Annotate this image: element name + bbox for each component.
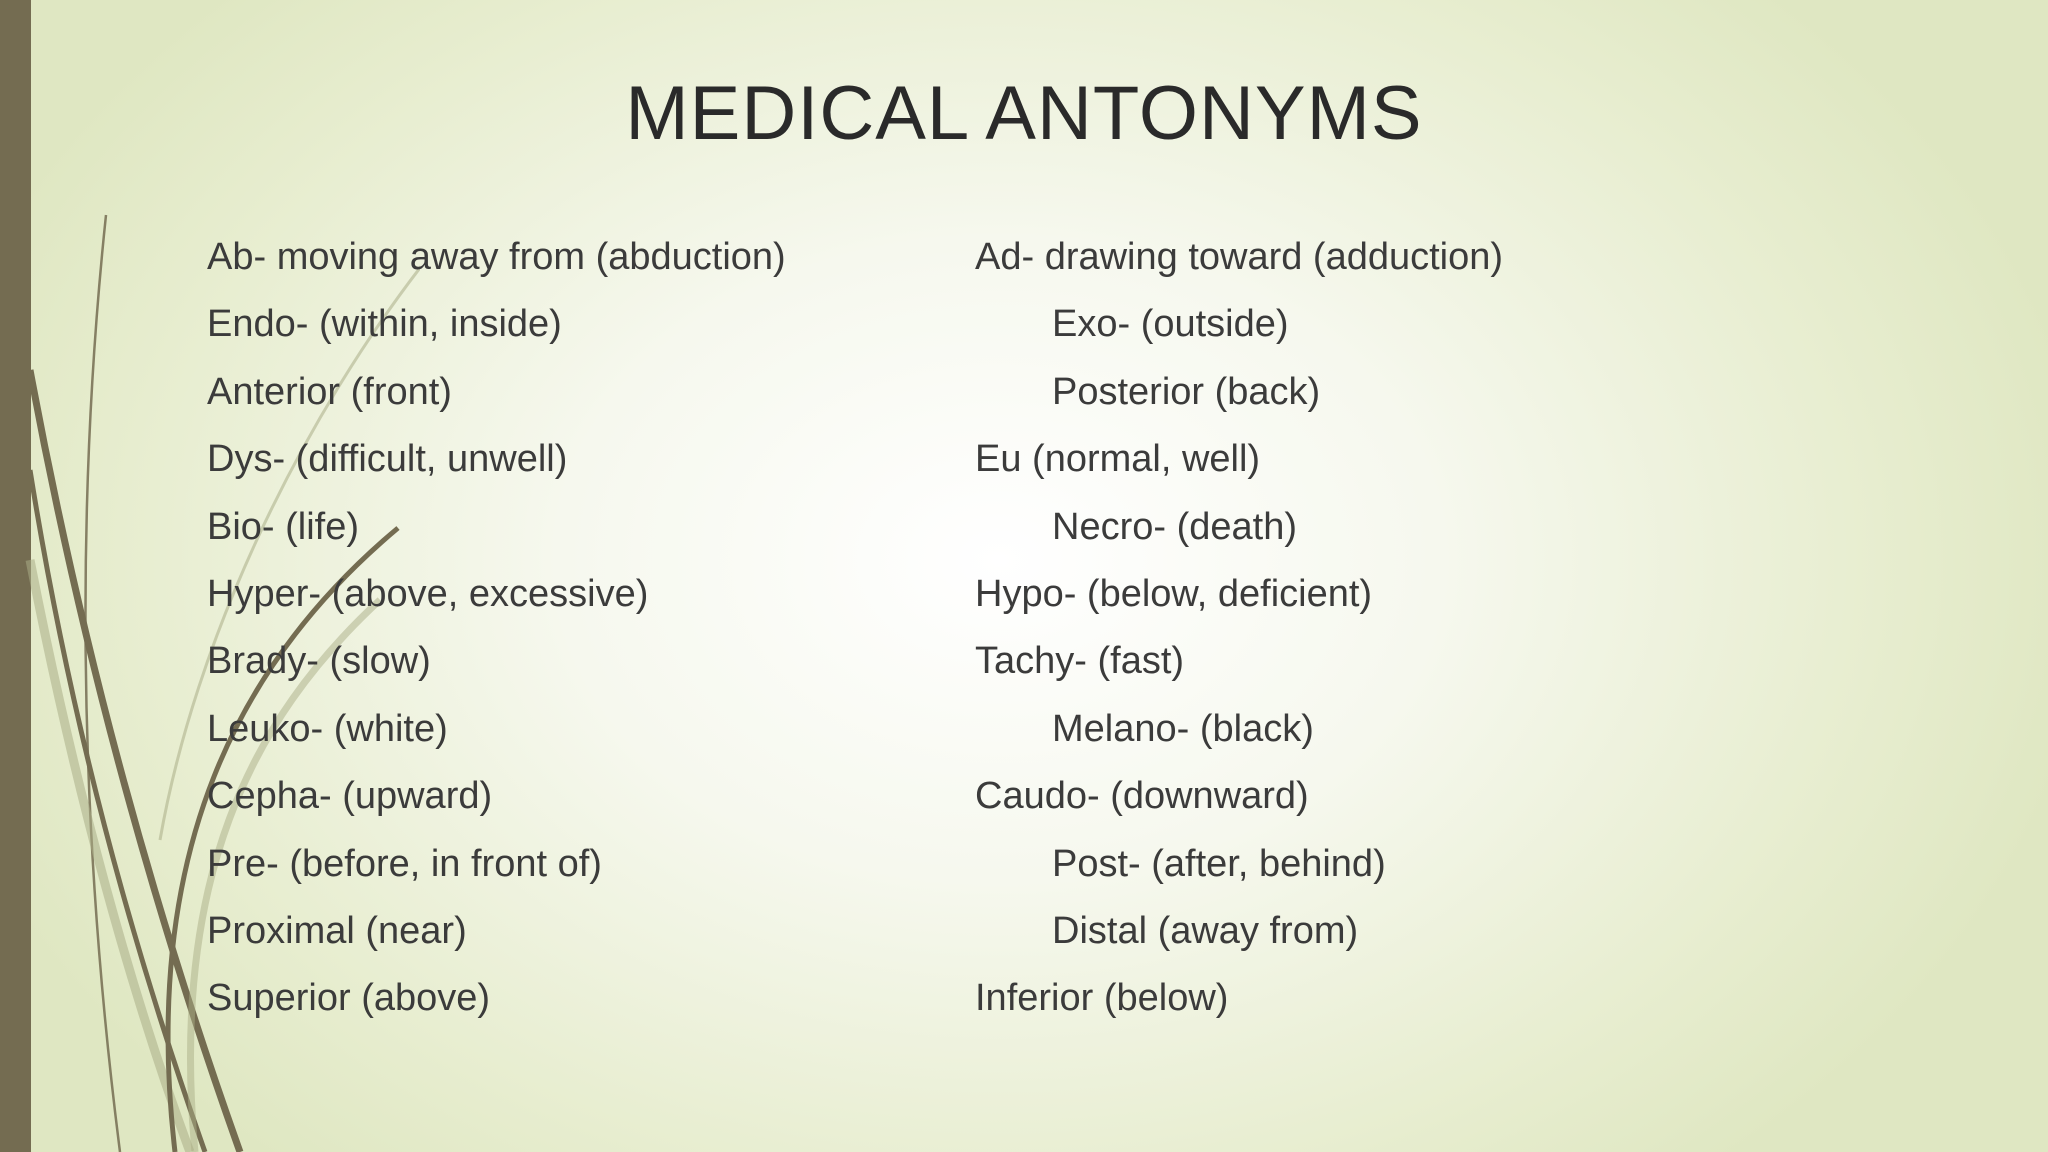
list-item: Ad- drawing toward (adduction) — [975, 236, 1504, 278]
list-item: Inferior (below) — [975, 977, 1229, 1020]
list-item: Dys- (difficult, unwell) — [207, 438, 568, 481]
list-item: Necro- (death) — [1052, 505, 1297, 548]
list-item: Hyper- (above, excessive) — [207, 572, 649, 615]
right-term-list — [975, 232, 1875, 1041]
list-item: Brady- (slow) — [207, 640, 431, 683]
list-item: Anterior (front) — [207, 370, 452, 413]
list-item: Proximal (near) — [207, 909, 467, 952]
list-item: Pre- (before, in front of) — [207, 842, 602, 885]
list-item: Posterior (back) — [1052, 370, 1321, 413]
slide-title: MEDICAL ANTONYMS — [625, 71, 1423, 156]
list-item: Leuko- (white) — [207, 707, 448, 750]
list-item: Melano- (black) — [1052, 707, 1314, 750]
list-item: Endo- (within, inside) — [207, 303, 562, 346]
list-item: Distal (away from) — [1052, 909, 1359, 952]
list-item: Cepha- (upward) — [207, 775, 493, 818]
list-item: Superior (above) — [207, 977, 491, 1020]
list-item: Bio- (life) — [207, 505, 360, 548]
list-item: Eu (normal, well) — [975, 438, 1261, 481]
left-term-list — [207, 232, 947, 1041]
list-item: Tachy- (fast) — [975, 640, 1185, 683]
list-item: Post- (after, behind) — [1052, 842, 1386, 885]
list-item: Hypo- (below, deficient) — [975, 572, 1373, 615]
list-item: Ab- moving away from (abduction) — [207, 236, 786, 278]
list-item: Caudo- (downward) — [975, 775, 1309, 818]
list-item: Exo- (outside) — [1052, 303, 1289, 346]
